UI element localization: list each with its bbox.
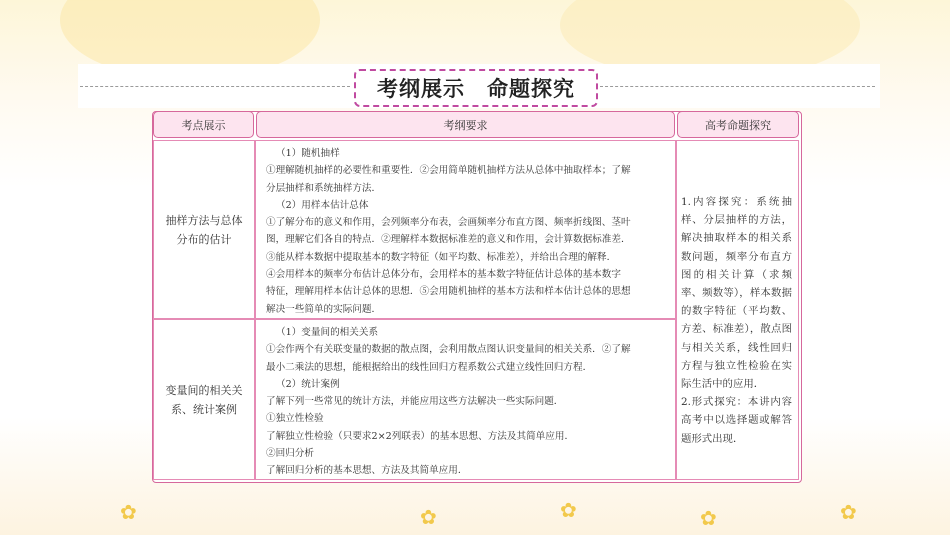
requirement-line: 了解回归分析的基本思想、方法及其简单应用． (266, 465, 468, 477)
flower-icon: ✿ (840, 500, 857, 524)
title-divider-left (80, 86, 350, 87)
requirement-line: （1）随机抽样 (276, 148, 340, 159)
flower-icon: ✿ (420, 505, 437, 529)
requirement-line: 最小二乘法的思想，能根据给出的线性回归方程系数公式建立线性回归方程． (266, 361, 593, 373)
requirement-line: ④会用样本的频率分布估计总体分布，会用样本的基本数字特征估计总体的基本数字 (266, 269, 621, 281)
flower-icon: ✿ (120, 500, 137, 524)
requirement-line: ①会作两个有关联变量的数据的散点图，会利用散点图认识变量间的相关关系．②了解 (266, 344, 631, 356)
topic-cell (153, 140, 255, 319)
topic-label: 抽样方法与总体分布的估计 (165, 213, 243, 246)
requirement-line: ①独立性检验 (266, 413, 324, 425)
exploration-form: 2.形式探究：本讲内容高考中以选择题或解答题形式出现． (681, 396, 792, 445)
flower-icon: ✿ (560, 498, 577, 522)
exploration-cell (676, 140, 799, 480)
requirement-line: （1）变量间的相关关系 (276, 327, 379, 338)
header-exploration: 高考命题探究 (677, 111, 799, 138)
requirement-line: ①了解分布的意义和作用，会列频率分布表，会画频率分布直方图、频率折线图、茎叶 (266, 217, 631, 229)
requirement-line: ③能从样本数据中提取基本的数字特征（如平均数、标准差），并给出合理的解释． (266, 251, 617, 263)
requirement-line: 图，理解它们各自的特点．②理解样本数据标准差的意义和作用，会计算数据标准差． (266, 234, 631, 246)
requirement-line: ②回归分析 (266, 448, 314, 460)
topic-label: 变量间的相关关系、统计案例 (165, 383, 243, 416)
header-topic: 考点展示 (153, 111, 254, 138)
page-title: 考纲展示 命题探究 (354, 69, 598, 107)
requirement-line: 了解下列一些常见的统计方法，并能应用这些方法解决一些实际问题． (266, 396, 564, 408)
requirement-line: 分层抽样和系统抽样方法． (266, 182, 382, 194)
topic-cell (153, 319, 255, 480)
requirements-cell (255, 319, 676, 480)
exploration-content: 1.内容探究：系统抽样、分层抽样的方法，解决抽取样本的相关系数问题，频率分布直方图的相关计算（求频率、频数等），样本数据的数字特征（平均数、方差、标准差），散点图与相关关系，线性回归方程与独立性检验在实际生活中的应用． (681, 196, 792, 391)
requirements-cell (255, 140, 676, 319)
requirement-line: 特征，理解用样本估计总体的思想．⑤会用随机抽样的基本方法和样本估计总体的思想 (266, 286, 631, 298)
header-requirements: 考纲要求 (256, 111, 675, 138)
requirement-line: 了解独立性检验（只要求2×2列联表）的基本思想、方法及其简单应用． (266, 430, 575, 442)
title-divider-right (600, 86, 875, 87)
requirement-line: 解决一些简单的实际问题． (266, 303, 382, 315)
requirement-line: （2）用样本估计总体 (276, 199, 369, 211)
requirement-line: （2）统计案例 (276, 378, 340, 390)
flower-icon: ✿ (700, 506, 717, 530)
requirement-line: ①理解随机抽样的必要性和重要性．②会用简单随机抽样方法从总体中抽取样本；了解 (266, 165, 631, 177)
